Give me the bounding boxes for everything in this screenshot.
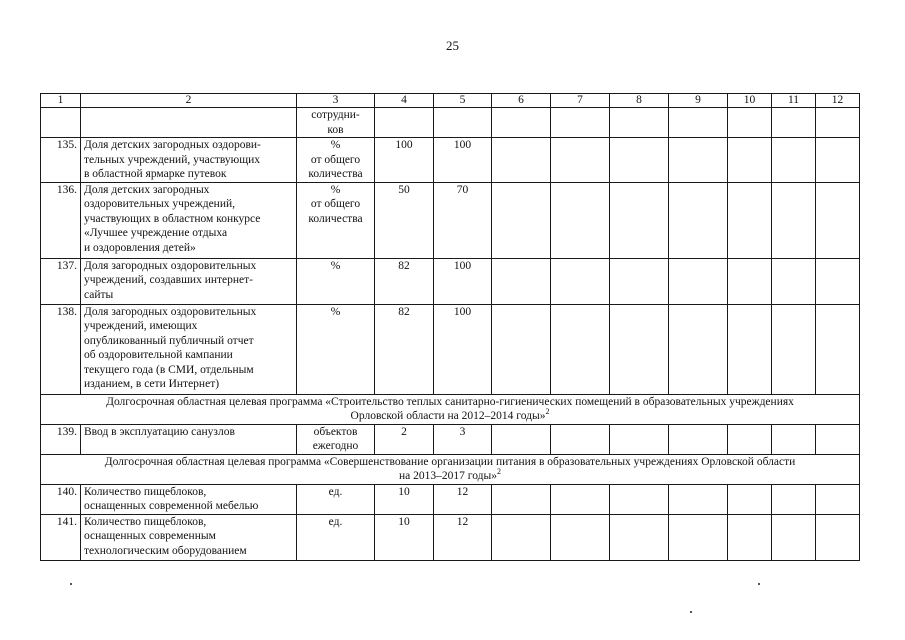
value-col5: 100 <box>434 304 492 394</box>
indicator-name: Количество пищеблоков, оснащенных современной мебелью <box>81 484 297 514</box>
column-header: 1 <box>41 94 81 108</box>
indicator-name: Доля детских загородных оздорови- тельных учреждений, участвующих в областной ярмарке путевок <box>81 138 297 183</box>
continuation-row <box>41 108 860 138</box>
unit-cell: объектов ежегодно <box>297 424 375 454</box>
program-heading-row <box>41 454 860 484</box>
value-col5: 3 <box>434 424 492 454</box>
value-col5: 100 <box>434 138 492 183</box>
value-col4: 50 <box>375 182 434 258</box>
table-row-141 <box>41 514 860 560</box>
indicator-name: Ввод в эксплуатацию санузлов <box>81 424 297 454</box>
value-col4: 82 <box>375 258 434 304</box>
page-number: 25 <box>446 38 459 53</box>
unit-cell: % от общего количества <box>297 138 375 183</box>
value-col4: 2 <box>375 424 434 454</box>
unit-cell: % <box>297 258 375 304</box>
column-header: 5 <box>434 94 492 108</box>
scan-speck <box>758 583 760 585</box>
indicator-name: Доля загородных оздоровительных учреждений, создавших интернет- сайты <box>81 258 297 304</box>
row-number: 141. <box>41 514 81 560</box>
value-col4: 10 <box>375 484 434 514</box>
unit-cell: % от общего количества <box>297 182 375 258</box>
column-header: 6 <box>492 94 551 108</box>
column-header: 10 <box>728 94 772 108</box>
unit-cell: ед. <box>297 484 375 514</box>
table-row-137 <box>41 258 860 304</box>
row-number: 136. <box>41 182 81 258</box>
value-col5: 70 <box>434 182 492 258</box>
column-header: 11 <box>772 94 816 108</box>
column-header: 7 <box>551 94 610 108</box>
table-row-140 <box>41 484 860 514</box>
indicators-table <box>40 93 860 561</box>
column-header-row <box>41 94 860 108</box>
column-header: 4 <box>375 94 434 108</box>
row-number: 138. <box>41 304 81 394</box>
program-heading: Долгосрочная областная целевая программа «Строительство теплых санитарно-гигиенических помещений в образовательных учреждениях Орловской области на 2012–2014 годы»$^2$ <box>41 394 860 424</box>
indicator-name: Доля детских загородных оздоровительных учреждений, участвующих в областном конкурсе «Лучшее учреждение отдыха и оздоровления детей» <box>81 182 297 258</box>
value-col4: 10 <box>375 514 434 560</box>
indicator-name: Доля загородных оздоровительных учреждений, имеющих опубликованный публичный отчет об оздоровительной кампании текущего года (в СМИ, отдельным изданием, в сети Интернет) <box>81 304 297 394</box>
unit-cell: ед. <box>297 514 375 560</box>
table-row-136 <box>41 182 860 258</box>
table-row-139 <box>41 424 860 454</box>
program-heading-row <box>41 394 860 424</box>
footnote-marker: 2 <box>545 407 550 417</box>
value-col5: 100 <box>434 258 492 304</box>
column-header: 3 <box>297 94 375 108</box>
program-heading: Долгосрочная областная целевая программа «Совершенствование организации питания в образовательных учреждениях Орловской области на 2013–2017 годы»$^2$ <box>41 454 860 484</box>
column-header: 8 <box>610 94 669 108</box>
value-col5: 12 <box>434 484 492 514</box>
scan-speck <box>70 583 72 585</box>
value-col4: 100 <box>375 138 434 183</box>
value-col4: 82 <box>375 304 434 394</box>
footnote-marker: 2 <box>496 467 501 477</box>
scan-speck <box>690 611 692 613</box>
row-number: 139. <box>41 424 81 454</box>
unit-cell: % <box>297 304 375 394</box>
table-row-138 <box>41 304 860 394</box>
unit-cell: сотрудни- ков <box>297 108 375 138</box>
column-header: 9 <box>669 94 728 108</box>
value-col5: 12 <box>434 514 492 560</box>
row-number: 135. <box>41 138 81 183</box>
column-header: 12 <box>816 94 860 108</box>
indicator-name: Количество пищеблоков, оснащенных современным технологическим оборудованием <box>81 514 297 560</box>
row-number: 140. <box>41 484 81 514</box>
row-number: 137. <box>41 258 81 304</box>
table-row-135 <box>41 138 860 183</box>
column-header: 2 <box>81 94 297 108</box>
